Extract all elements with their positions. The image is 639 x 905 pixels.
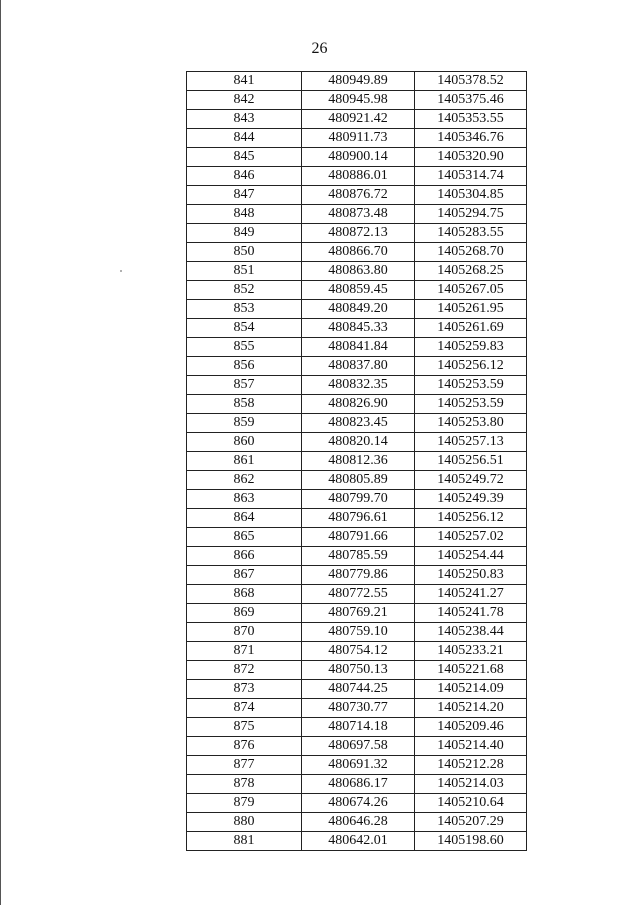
y-coordinate-cell: 1405320.90 [415, 148, 527, 167]
x-coordinate-cell: 480759.10 [302, 623, 415, 642]
y-coordinate-cell: 1405294.75 [415, 205, 527, 224]
x-coordinate-cell: 480886.01 [302, 167, 415, 186]
y-coordinate-cell: 1405256.12 [415, 357, 527, 376]
page-edge-line [0, 0, 1, 905]
table-row [187, 775, 527, 794]
y-coordinate-cell: 1405241.27 [415, 585, 527, 604]
y-coordinate-cell: 1405238.44 [415, 623, 527, 642]
y-coordinate-cell: 1405214.03 [415, 775, 527, 794]
y-coordinate-cell: 1405314.74 [415, 167, 527, 186]
point-number-cell: 873 [187, 680, 302, 699]
table-row [187, 623, 527, 642]
y-coordinate-cell: 1405250.83 [415, 566, 527, 585]
table-row [187, 642, 527, 661]
table-row [187, 243, 527, 262]
table-row [187, 414, 527, 433]
table-row [187, 452, 527, 471]
point-number-cell: 879 [187, 794, 302, 813]
y-coordinate-cell: 1405257.02 [415, 528, 527, 547]
point-number-cell: 868 [187, 585, 302, 604]
x-coordinate-cell: 480785.59 [302, 547, 415, 566]
table-row [187, 300, 527, 319]
point-number-cell: 870 [187, 623, 302, 642]
table-row [187, 661, 527, 680]
coordinates-table [186, 71, 527, 851]
x-coordinate-cell: 480714.18 [302, 718, 415, 737]
x-coordinate-cell: 480750.13 [302, 661, 415, 680]
table-row [187, 718, 527, 737]
table-row [187, 490, 527, 509]
table-row [187, 433, 527, 452]
x-coordinate-cell: 480945.98 [302, 91, 415, 110]
x-coordinate-cell: 480805.89 [302, 471, 415, 490]
point-number-cell: 841 [187, 72, 302, 91]
coordinates-table-body [187, 72, 527, 851]
table-row [187, 585, 527, 604]
point-number-cell: 878 [187, 775, 302, 794]
y-coordinate-cell: 1405253.59 [415, 395, 527, 414]
x-coordinate-cell: 480754.12 [302, 642, 415, 661]
y-coordinate-cell: 1405233.21 [415, 642, 527, 661]
x-coordinate-cell: 480872.13 [302, 224, 415, 243]
point-number-cell: 863 [187, 490, 302, 509]
y-coordinate-cell: 1405254.44 [415, 547, 527, 566]
point-number-cell: 876 [187, 737, 302, 756]
table-row [187, 319, 527, 338]
point-number-cell: 845 [187, 148, 302, 167]
x-coordinate-cell: 480876.72 [302, 186, 415, 205]
point-number-cell: 869 [187, 604, 302, 623]
point-number-cell: 881 [187, 832, 302, 851]
x-coordinate-cell: 480866.70 [302, 243, 415, 262]
x-coordinate-cell: 480646.28 [302, 813, 415, 832]
x-coordinate-cell: 480674.26 [302, 794, 415, 813]
x-coordinate-cell: 480791.66 [302, 528, 415, 547]
x-coordinate-cell: 480873.48 [302, 205, 415, 224]
point-number-cell: 854 [187, 319, 302, 338]
table-row [187, 813, 527, 832]
x-coordinate-cell: 480796.61 [302, 509, 415, 528]
table-row [187, 129, 527, 148]
scan-speck [120, 270, 122, 272]
y-coordinate-cell: 1405346.76 [415, 129, 527, 148]
x-coordinate-cell: 480779.86 [302, 566, 415, 585]
table-row [187, 205, 527, 224]
y-coordinate-cell: 1405221.68 [415, 661, 527, 680]
y-coordinate-cell: 1405253.59 [415, 376, 527, 395]
table-row [187, 281, 527, 300]
point-number-cell: 865 [187, 528, 302, 547]
y-coordinate-cell: 1405253.80 [415, 414, 527, 433]
point-number-cell: 846 [187, 167, 302, 186]
point-number-cell: 850 [187, 243, 302, 262]
point-number-cell: 866 [187, 547, 302, 566]
table-row [187, 528, 527, 547]
table-row [187, 357, 527, 376]
x-coordinate-cell: 480799.70 [302, 490, 415, 509]
point-number-cell: 847 [187, 186, 302, 205]
x-coordinate-cell: 480642.01 [302, 832, 415, 851]
x-coordinate-cell: 480823.45 [302, 414, 415, 433]
x-coordinate-cell: 480849.20 [302, 300, 415, 319]
point-number-cell: 861 [187, 452, 302, 471]
y-coordinate-cell: 1405198.60 [415, 832, 527, 851]
x-coordinate-cell: 480837.80 [302, 357, 415, 376]
point-number-cell: 851 [187, 262, 302, 281]
x-coordinate-cell: 480691.32 [302, 756, 415, 775]
point-number-cell: 844 [187, 129, 302, 148]
y-coordinate-cell: 1405261.69 [415, 319, 527, 338]
y-coordinate-cell: 1405212.28 [415, 756, 527, 775]
x-coordinate-cell: 480911.73 [302, 129, 415, 148]
point-number-cell: 842 [187, 91, 302, 110]
point-number-cell: 856 [187, 357, 302, 376]
y-coordinate-cell: 1405267.05 [415, 281, 527, 300]
table-row [187, 91, 527, 110]
x-coordinate-cell: 480859.45 [302, 281, 415, 300]
x-coordinate-cell: 480863.80 [302, 262, 415, 281]
table-row [187, 680, 527, 699]
table-row [187, 699, 527, 718]
point-number-cell: 855 [187, 338, 302, 357]
y-coordinate-cell: 1405304.85 [415, 186, 527, 205]
x-coordinate-cell: 480826.90 [302, 395, 415, 414]
y-coordinate-cell: 1405375.46 [415, 91, 527, 110]
y-coordinate-cell: 1405249.72 [415, 471, 527, 490]
table-row [187, 338, 527, 357]
point-number-cell: 877 [187, 756, 302, 775]
y-coordinate-cell: 1405241.78 [415, 604, 527, 623]
y-coordinate-cell: 1405268.25 [415, 262, 527, 281]
point-number-cell: 867 [187, 566, 302, 585]
y-coordinate-cell: 1405256.51 [415, 452, 527, 471]
point-number-cell: 872 [187, 661, 302, 680]
x-coordinate-cell: 480772.55 [302, 585, 415, 604]
y-coordinate-cell: 1405249.39 [415, 490, 527, 509]
table-row [187, 756, 527, 775]
table-row [187, 72, 527, 91]
y-coordinate-cell: 1405214.20 [415, 699, 527, 718]
y-coordinate-cell: 1405256.12 [415, 509, 527, 528]
y-coordinate-cell: 1405207.29 [415, 813, 527, 832]
point-number-cell: 858 [187, 395, 302, 414]
table-row [187, 794, 527, 813]
point-number-cell: 871 [187, 642, 302, 661]
x-coordinate-cell: 480812.36 [302, 452, 415, 471]
point-number-cell: 853 [187, 300, 302, 319]
table-row [187, 110, 527, 129]
table-row [187, 566, 527, 585]
point-number-cell: 843 [187, 110, 302, 129]
table-row [187, 547, 527, 566]
point-number-cell: 880 [187, 813, 302, 832]
table-row [187, 148, 527, 167]
table-row [187, 167, 527, 186]
table-row [187, 604, 527, 623]
point-number-cell: 852 [187, 281, 302, 300]
point-number-cell: 875 [187, 718, 302, 737]
point-number-cell: 848 [187, 205, 302, 224]
x-coordinate-cell: 480686.17 [302, 775, 415, 794]
table-row [187, 471, 527, 490]
page-number: 26 [311, 40, 328, 57]
x-coordinate-cell: 480744.25 [302, 680, 415, 699]
x-coordinate-cell: 480769.21 [302, 604, 415, 623]
table-row [187, 737, 527, 756]
point-number-cell: 860 [187, 433, 302, 452]
y-coordinate-cell: 1405283.55 [415, 224, 527, 243]
x-coordinate-cell: 480900.14 [302, 148, 415, 167]
y-coordinate-cell: 1405268.70 [415, 243, 527, 262]
x-coordinate-cell: 480697.58 [302, 737, 415, 756]
x-coordinate-cell: 480949.89 [302, 72, 415, 91]
table-row [187, 832, 527, 851]
x-coordinate-cell: 480730.77 [302, 699, 415, 718]
point-number-cell: 849 [187, 224, 302, 243]
y-coordinate-cell: 1405259.83 [415, 338, 527, 357]
table-row [187, 186, 527, 205]
y-coordinate-cell: 1405353.55 [415, 110, 527, 129]
point-number-cell: 862 [187, 471, 302, 490]
point-number-cell: 864 [187, 509, 302, 528]
x-coordinate-cell: 480820.14 [302, 433, 415, 452]
point-number-cell: 859 [187, 414, 302, 433]
y-coordinate-cell: 1405214.40 [415, 737, 527, 756]
x-coordinate-cell: 480841.84 [302, 338, 415, 357]
table-row [187, 376, 527, 395]
y-coordinate-cell: 1405261.95 [415, 300, 527, 319]
x-coordinate-cell: 480921.42 [302, 110, 415, 129]
y-coordinate-cell: 1405257.13 [415, 433, 527, 452]
x-coordinate-cell: 480832.35 [302, 376, 415, 395]
table-row [187, 262, 527, 281]
y-coordinate-cell: 1405378.52 [415, 72, 527, 91]
y-coordinate-cell: 1405209.46 [415, 718, 527, 737]
y-coordinate-cell: 1405210.64 [415, 794, 527, 813]
y-coordinate-cell: 1405214.09 [415, 680, 527, 699]
point-number-cell: 857 [187, 376, 302, 395]
x-coordinate-cell: 480845.33 [302, 319, 415, 338]
table-row [187, 395, 527, 414]
point-number-cell: 874 [187, 699, 302, 718]
table-row [187, 509, 527, 528]
table-row [187, 224, 527, 243]
